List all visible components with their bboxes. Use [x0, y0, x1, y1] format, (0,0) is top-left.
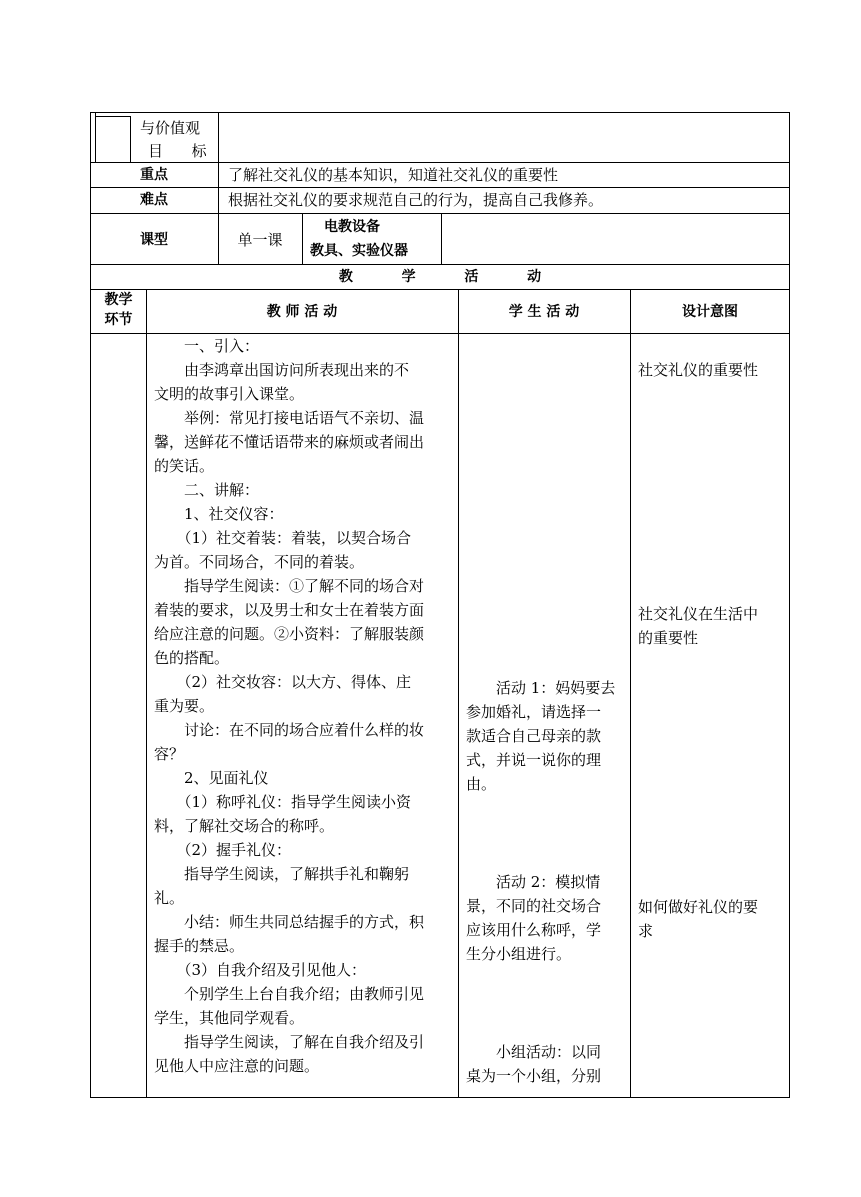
design-intent-block: [638, 602, 788, 650]
student-activity-header: 学 生 活 动: [508, 304, 580, 320]
values-goal-label: 目 标: [148, 142, 207, 160]
text-line: 个别学生上台自我介绍；由教师引见: [154, 985, 425, 1003]
text-line: 款适合自己母亲的款: [466, 727, 602, 745]
text-line: 桌为一个小组，分别: [466, 1067, 602, 1085]
row-divider: [90, 289, 790, 290]
teacher-activity-body: [154, 334, 454, 1078]
text-line: 式，并说一说你的理: [466, 751, 602, 769]
teacher-activity-header: 教 师 活 动: [266, 304, 338, 320]
text-line: 握手的禁忌。: [154, 937, 245, 955]
col-divider: [630, 289, 631, 1098]
text-line: 求: [638, 922, 654, 940]
text-line: 活动 2：模拟情: [466, 873, 601, 891]
text-line: 如何做好礼仪的要: [638, 898, 759, 916]
activity-title: 教 学 活 动: [338, 269, 542, 285]
col-divider: [441, 213, 442, 264]
text-line: （2）握手礼仪：: [154, 841, 292, 859]
stage-header: 环节: [104, 312, 133, 328]
text-line: 重为要。: [154, 697, 215, 715]
col-divider: [218, 112, 219, 264]
text-line: 馨，送鲜花不懂话语带来的麻烦或者闹出: [154, 433, 425, 451]
text-line: 小组活动：以同: [466, 1043, 602, 1061]
text-line: （3）自我介绍及引见他人：: [154, 961, 367, 979]
key-point-label: 重点: [140, 167, 168, 183]
text-line: 活动 1：妈妈要去: [466, 679, 616, 697]
design-intent-header: 设计意图: [682, 304, 738, 320]
equipment-label: 电教设备: [324, 219, 380, 235]
col-divider: [95, 112, 96, 162]
text-line: 着装的要求，以及男士和女士在着装方面: [154, 601, 425, 619]
text-line: 社交礼仪在生活中: [638, 605, 759, 623]
stage-header: 教学: [104, 292, 133, 308]
col-divider: [302, 213, 303, 264]
student-activity-block: [466, 870, 628, 966]
text-line: 学生，其他同学观看。: [154, 1009, 305, 1027]
text-line: 一、引入：: [154, 337, 260, 355]
design-intent-block: [638, 358, 788, 382]
text-line: 见他人中应注意的问题。: [154, 1057, 320, 1075]
text-line: 生分小组进行。: [466, 945, 572, 963]
text-line: 文明的故事引入课堂。: [154, 385, 305, 403]
student-activity-block: [466, 676, 628, 796]
text-line: 应该用什么称呼，学: [466, 921, 602, 939]
text-line: （2）社交妆容：以大方、得体、庄: [154, 673, 412, 691]
text-line: 讨论：在不同的场合应着什么样的妆: [154, 721, 425, 739]
text-line: 容？: [154, 745, 185, 763]
text-line: 景，不同的社交场合: [466, 897, 602, 915]
text-line: 给应注意的问题。②小资料：了解服装颜: [154, 625, 425, 643]
row-divider: [95, 116, 130, 117]
lesson-type-value: 单一课: [237, 231, 283, 249]
text-line: 参加婚礼，请选择一: [466, 703, 602, 721]
text-line: 色的搭配。: [154, 649, 230, 667]
text-line: （1）称呼礼仪：指导学生阅读小资: [154, 793, 412, 811]
text-line: 二、讲解：: [154, 481, 260, 499]
col-divider: [146, 289, 147, 1098]
text-line: 为首。不同场合，不同的着装。: [154, 553, 365, 571]
text-line: 指导学生阅读：①了解不同的场合对: [154, 577, 425, 595]
text-line: 由李鸿章出国访问所表现出来的不: [154, 361, 410, 379]
text-line: 小结：师生共同总结握手的方式，积: [154, 913, 425, 931]
col-divider: [130, 116, 131, 162]
lesson-type-label: 课型: [140, 232, 168, 248]
text-line: 的笑话。: [154, 457, 215, 475]
text-line: 指导学生阅读，了解拱手礼和鞠躬: [154, 865, 410, 883]
difficulty-label: 难点: [140, 192, 168, 208]
student-activity-block: [466, 1040, 628, 1088]
text-line: 1、社交仪容：: [154, 505, 284, 523]
text-line: 礼。: [154, 889, 185, 907]
text-line: 由。: [466, 775, 497, 793]
text-line: 2、见面礼仪: [154, 769, 269, 787]
design-intent-block: [638, 895, 788, 943]
text-line: 社交礼仪的重要性: [638, 361, 759, 379]
text-line: 举例：常见打接电话语气不亲切、温: [154, 409, 425, 427]
difficulty-text: 根据社交礼仪的要求规范自己的行为，提高自己我修养。: [228, 191, 604, 209]
row-divider: [90, 213, 790, 214]
text-line: （1）社交着装：着装，以契合场合: [154, 529, 412, 547]
col-divider: [458, 289, 459, 1098]
values-goal-label: 与价值观: [140, 119, 201, 137]
text-line: 的重要性: [638, 629, 699, 647]
equipment-label: 教具、实验仪器: [310, 243, 408, 259]
text-line: 指导学生阅读，了解在自我介绍及引: [154, 1033, 425, 1051]
text-line: 料，了解社交场合的称呼。: [154, 817, 335, 835]
key-point-text: 了解社交礼仪的基本知识，知道社交礼仪的重要性: [228, 166, 559, 184]
